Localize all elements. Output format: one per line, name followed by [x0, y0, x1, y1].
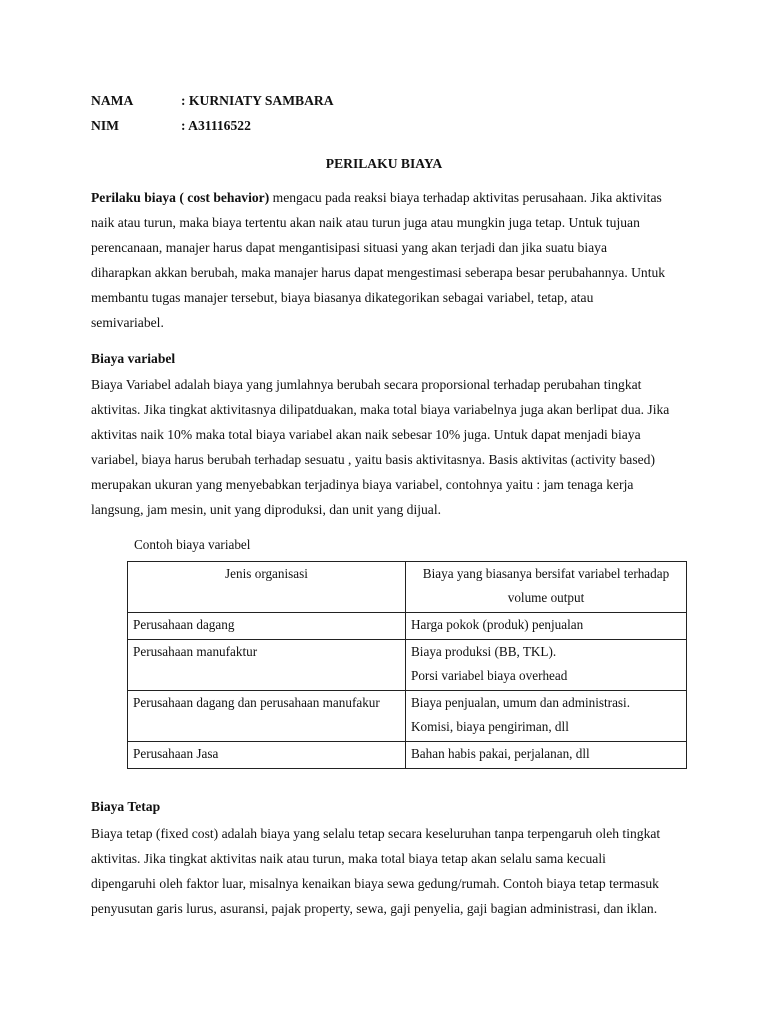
variabel-line: langsung, jam mesin, unit yang diproduksi, dan unit yang dijual.	[91, 502, 441, 517]
variabel-line: merupakan ukuran yang menyebabkan terjadinya biaya variabel, contohnya yaitu : jam tenaga kerja	[91, 477, 634, 492]
header-biaya-variabel: Biaya yang biasanya bersifat variabel terhadap volume output	[406, 562, 687, 613]
variable-cost-table	[127, 561, 687, 769]
cost-cell: Harga pokok (produk) penjualan	[406, 613, 687, 640]
variabel-line: Biaya Variabel adalah biaya yang jumlahnya berubah secara proporsional terhadap perubahan tingkat	[91, 377, 642, 392]
nama-label: NAMA	[91, 93, 134, 108]
intro-line: perencanaan, manajer harus dapat mengantisipasi situasi yang akan terjadi dan jika suatu biaya	[91, 240, 607, 255]
cost-cell: Biaya penjualan, umum dan administrasi. Komisi, biaya pengiriman, dll	[406, 691, 687, 742]
intro-line: semivariabel.	[91, 315, 164, 330]
intro-paragraph	[91, 185, 691, 335]
variabel-heading: Biaya variabel	[91, 351, 176, 366]
intro-line: mengacu pada reaksi biaya terhadap aktivitas perusahaan. Jika aktivitas	[269, 190, 662, 205]
org-cell: Perusahaan Jasa	[128, 742, 406, 769]
table-caption: Contoh biaya variabel	[134, 537, 251, 552]
tetap-paragraph	[91, 821, 691, 921]
org-cell: Perusahaan dagang dan perusahaan manufakur	[128, 691, 406, 742]
nim-label: NIM	[91, 118, 119, 133]
tetap-line: Biaya tetap (fixed cost) adalah biaya yang selalu tetap secara keseluruhan tanpa terpengaruh oleh tingkat	[91, 826, 661, 841]
variabel-line: variabel, biaya harus berubah terhadap sesuatu , yaitu basis aktivitasnya. Basis aktivitas (activity based)	[91, 452, 655, 467]
nim-value: : A31116522	[181, 118, 251, 133]
cost-cell: Biaya produksi (BB, TKL). Porsi variabel biaya overhead	[406, 640, 687, 691]
tetap-line: aktivitas. Jika tingkat aktivitas naik atau turun, maka total biaya tetap akan selalu sama kecuali	[91, 851, 606, 866]
header-jenis-organisasi: Jenis organisasi	[128, 562, 406, 613]
tetap-line: dipengaruhi oleh faktor luar, misalnya kenaikan biaya sewa gedung/rumah. Contoh biaya tetap termasuk	[91, 876, 659, 891]
variabel-paragraph	[91, 372, 691, 522]
tetap-line: penyusutan garis lurus, asuransi, pajak property, sewa, gaji penyelia, gaji bagian administrasi, dan iklan.	[91, 901, 658, 916]
variabel-line: aktivitas naik 10% maka total biaya variabel akan naik sebesar 10% juga. Untuk dapat menjadi biaya	[91, 427, 641, 442]
intro-line: membantu tugas manajer tersebut, biaya biasanya dikategorikan sebagai variabel, tetap, atau	[91, 290, 594, 305]
table-row	[128, 640, 687, 691]
org-cell: Perusahaan manufaktur	[128, 640, 406, 691]
intro-line: diharapkan akkan berubah, maka manajer harus dapat mengestimasi seberapa besar perubahannya. Untuk	[91, 265, 666, 280]
table-row	[128, 742, 687, 769]
variabel-line: aktivitas. Jika tingkat aktivitasnya dilipatduakan, maka total biaya variabelnya juga akan berlipat dua. Jika	[91, 402, 670, 417]
table-header-row	[128, 562, 687, 613]
intro-line: naik atau turun, maka biaya tertentu akan naik atau turun juga atau mungkin juga tetap. Untuk tujuan	[91, 215, 640, 230]
table-row	[128, 613, 687, 640]
cost-cell: Bahan habis pakai, perjalanan, dll	[406, 742, 687, 769]
tetap-heading: Biaya Tetap	[91, 799, 161, 814]
table-row	[128, 691, 687, 742]
page-title: PERILAKU BIAYA	[325, 156, 443, 171]
org-cell: Perusahaan dagang	[128, 613, 406, 640]
nama-value: : KURNIATY SAMBARA	[181, 93, 334, 108]
intro-bold-term: Perilaku biaya ( cost behavior)	[91, 190, 270, 205]
